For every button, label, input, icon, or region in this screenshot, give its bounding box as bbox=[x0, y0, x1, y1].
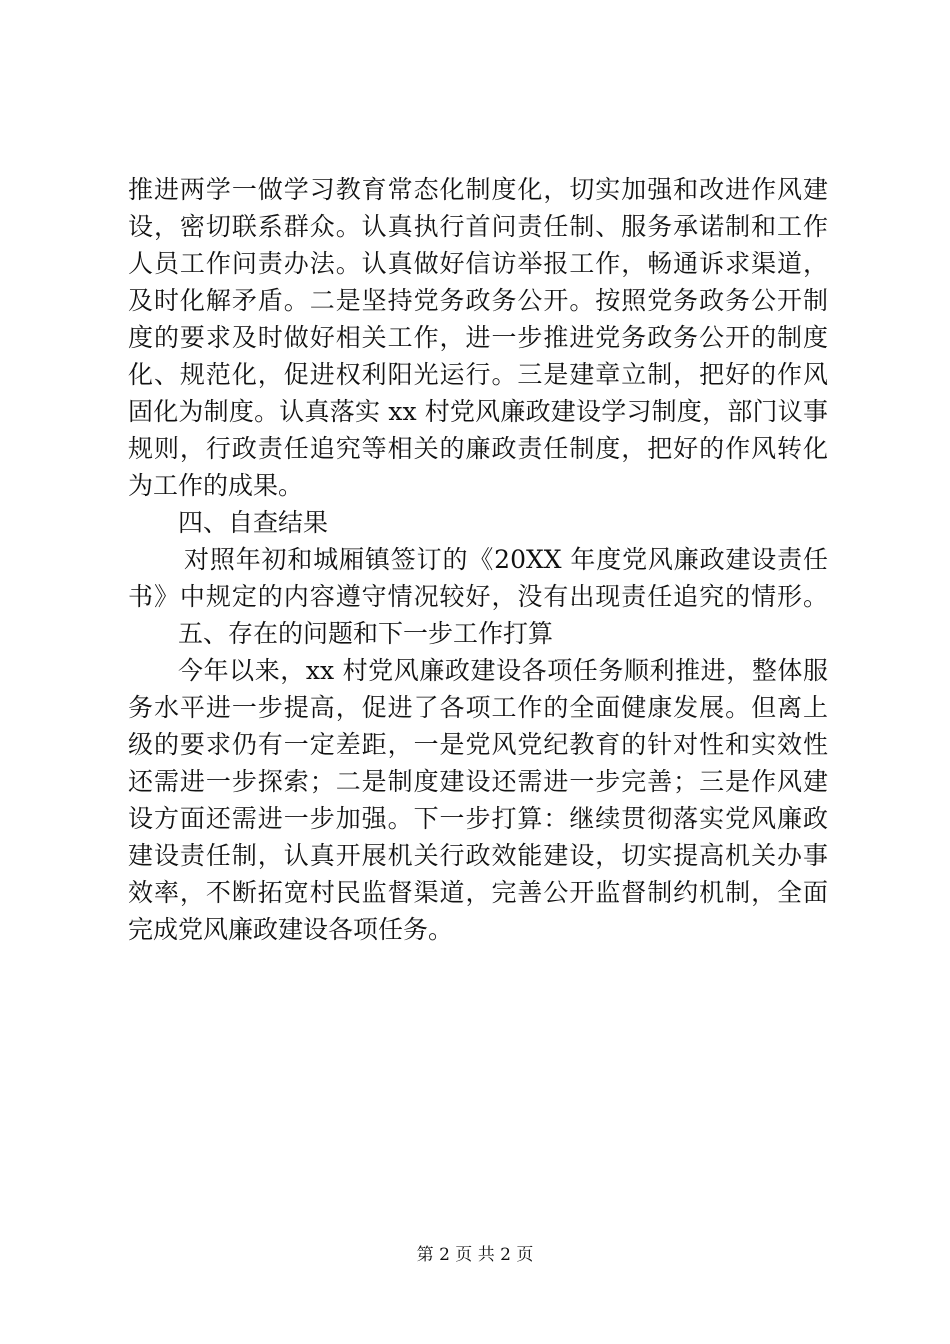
body-text-line: 今年以来，xx 村党风廉政建设各项任务顺利推进，整体服 bbox=[178, 656, 828, 685]
body-text-line: 务水平进一步提高，促进了各项工作的全面健康发展。但离上 bbox=[128, 693, 828, 722]
body-text-line: 及时化解矛盾。二是坚持党务政务公开。按照党务政务公开制 bbox=[128, 286, 828, 315]
body-text-line: 为工作的成果。 bbox=[128, 471, 304, 500]
body-text-line: 人员工作问责办法。认真做好信访举报工作，畅通诉求渠道， bbox=[128, 249, 828, 278]
body-text-line: 书》中规定的内容遵守情况较好，没有出现责任追究的情形。 bbox=[128, 582, 828, 611]
body-text-line: 建设责任制，认真开展机关行政效能建设，切实提高机关办事 bbox=[128, 841, 828, 870]
body-text-line: 化、规范化，促进权利阳光运行。三是建章立制，把好的作风 bbox=[128, 360, 828, 389]
page-number-footer: 第 2 页 共 2 页 bbox=[416, 1245, 534, 1265]
body-text-line: 推进两学一做学习教育常态化制度化，切实加强和改进作风建 bbox=[128, 175, 828, 204]
body-text-line: 固化为制度。认真落实 xx 村党风廉政建设学习制度，部门议事 bbox=[128, 397, 828, 426]
body-text-line: 规则，行政责任追究等相关的廉政责任制度，把好的作风转化 bbox=[128, 434, 828, 463]
body-text-line: 还需进一步探索；二是制度建设还需进一步完善；三是作风建 bbox=[128, 767, 828, 796]
body-text-line: 效率，不断拓宽村民监督渠道，完善公开监督制约机制，全面 bbox=[128, 878, 828, 907]
section-heading: 五、存在的问题和下一步工作打算 bbox=[178, 619, 554, 648]
body-text-line: 对照年初和城厢镇签订的《20XX 年度党风廉政建设责任 bbox=[184, 545, 828, 574]
section-heading: 四、自查结果 bbox=[178, 508, 329, 537]
body-text-line: 完成党风廉政建设各项任务。 bbox=[128, 915, 454, 944]
body-text-line: 设，密切联系群众。认真执行首问责任制、服务承诺制和工作 bbox=[128, 212, 828, 241]
body-text-line: 度的要求及时做好相关工作，进一步推进党务政务公开的制度 bbox=[128, 323, 828, 352]
body-text-line: 级的要求仍有一定差距，一是党风党纪教育的针对性和实效性 bbox=[128, 730, 828, 759]
body-text-line: 设方面还需进一步加强。下一步打算：继续贯彻落实党风廉政 bbox=[128, 804, 828, 833]
